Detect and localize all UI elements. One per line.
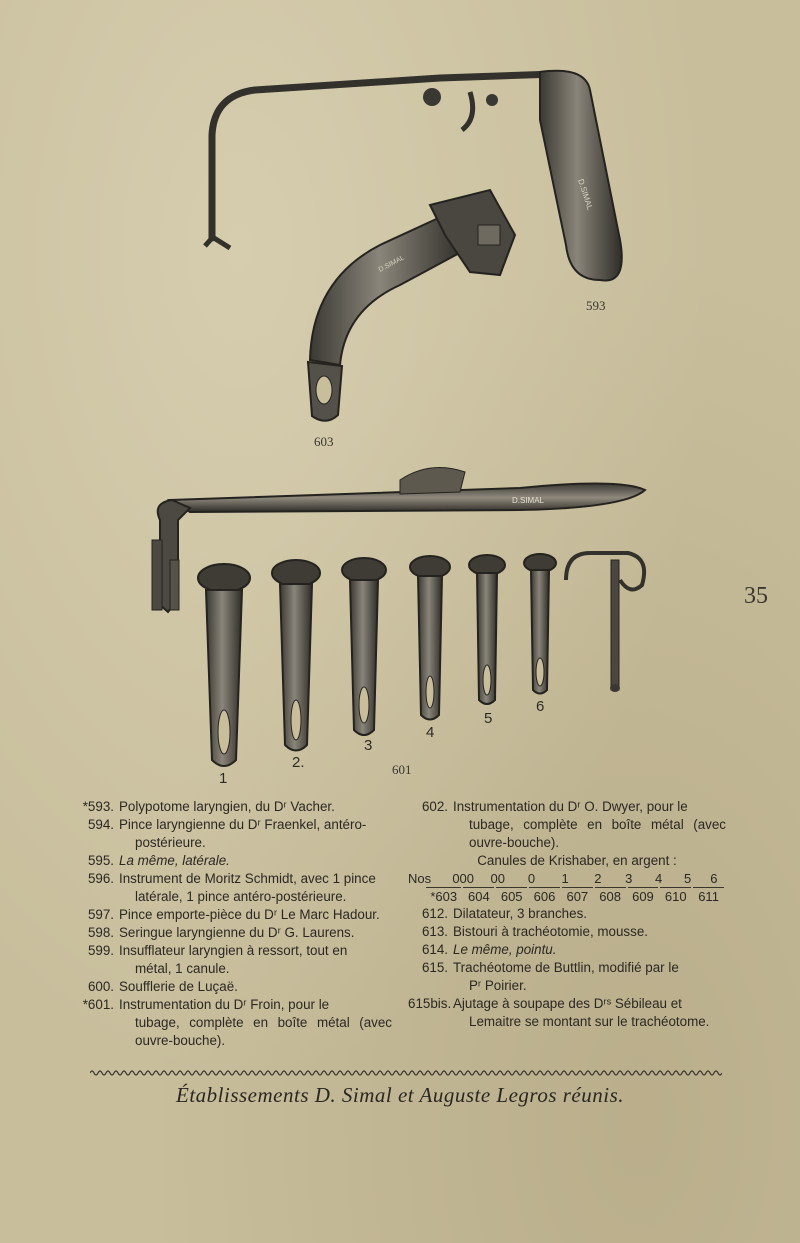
right-column	[408, 798, 726, 1031]
catalog-entry-615: 615. Trachéotome de Buttlin, modifié par le Pʳ Poirier.	[421, 960, 679, 993]
cannula-number-2: 2.	[292, 754, 305, 771]
brand-label-1: D.SIMAL	[576, 177, 595, 212]
obturator-pin	[566, 553, 644, 692]
catalog-entry-612: 612. Dilatateur, 3 branches.	[421, 906, 587, 921]
left-column	[74, 798, 392, 1050]
cannula-603	[308, 190, 515, 421]
catalog-entry-613: 613. Bistouri à trachéotomie, mousse.	[421, 924, 648, 939]
cannula-5	[469, 555, 505, 704]
krishaber-nos-label: Nos	[408, 871, 432, 886]
cannula-1	[198, 564, 250, 766]
cannula-6	[524, 554, 556, 694]
size-cell: 0	[527, 871, 536, 886]
catalog-entry-596: 596. Instrument de Moritz Schmidt, avec 1 pince latérale, 1 pince antéro-postérieure.	[87, 871, 376, 904]
cannula-number-3: 3	[364, 737, 373, 754]
ref-cell: 606	[529, 887, 560, 905]
size-cell: 3	[625, 871, 633, 886]
figure-label-593: 593	[586, 298, 606, 313]
size-cell: 5	[684, 871, 692, 886]
catalog-entry-593: *593. Polypotome laryngien, du Dʳ Vacher.	[82, 799, 335, 814]
cannula-3	[342, 558, 386, 735]
catalog-entry-599: 599. Insufflateur laryngien à ressort, tout en métal, 1 canule.	[87, 943, 348, 976]
krishaber-refs-row	[426, 887, 726, 905]
ref-cell: *603	[426, 887, 461, 905]
ref-cell: 607	[562, 887, 593, 905]
catalog-entry-595: 595. La même, latérale.	[87, 853, 230, 868]
catalog-entry-600: 600. Soufflerie de Luçaë.	[87, 979, 238, 994]
ref-cell: 611	[693, 887, 724, 905]
cannula-4	[410, 556, 450, 720]
ref-cell: 610	[660, 887, 691, 905]
catalog-entry-594: 594. Pince laryngienne du Dʳ Fraenkel, antéro- postérieure.	[87, 817, 367, 850]
catalog-entry-597: 597. Pince emporte-pièce du Dʳ Le Marc Hadour.	[87, 907, 380, 922]
catalog-entry-615bis: 615bis. Ajutage à soupape des Dʳˢ Sébileau et Lemaitre se montant sur le trachéotome.	[408, 996, 710, 1029]
footer-title: Établissements D. Simal et Auguste Legros réunis.	[176, 1083, 624, 1107]
wavy-divider	[90, 1068, 722, 1078]
size-cell: 2	[594, 871, 602, 886]
figure-label-603: 603	[314, 434, 334, 449]
cannula-2	[272, 560, 320, 751]
brand-label-2: D.SIMAL	[377, 254, 406, 274]
size-cell: 00	[490, 871, 506, 886]
catalog-entry-614: 614. Le même, pointu.	[421, 942, 557, 957]
krishaber-heading: Canules de Krishaber, en argent :	[477, 853, 677, 868]
size-cell: 4	[655, 871, 663, 886]
cannula-number-1: 1	[219, 770, 228, 787]
size-cell: 000	[452, 871, 475, 886]
cannula-number-4: 4	[426, 724, 435, 741]
cannula-number-5: 5	[484, 710, 493, 727]
catalog-entry-598: 598. Seringue laryngienne du Dʳ G. Laurens.	[87, 925, 355, 940]
ref-cell: 605	[496, 887, 527, 905]
ref-cell: 604	[463, 887, 494, 905]
page-number: 35	[744, 583, 768, 609]
brand-label-3: D.SIMAL	[512, 496, 545, 505]
catalog-entry-601: *601. Instrumentation du Dʳ Froin, pour le tubage, complète en boîte métal (avec ouvre-bouche).	[82, 997, 392, 1048]
size-cell: 1	[561, 871, 569, 886]
krishaber-sizes-row	[408, 870, 726, 887]
krishaber-cannulas	[198, 553, 644, 766]
size-cell: 6	[710, 871, 718, 886]
catalog-entry-602: 602. Instrumentation du Dʳ O. Dwyer, pour le tubage, complète en boîte métal (avec ouvre-bouche).	[421, 799, 726, 850]
ref-cell: 609	[628, 887, 659, 905]
ref-cell: 608	[595, 887, 626, 905]
figure-label-601: 601	[392, 762, 412, 777]
cannula-number-6: 6	[536, 698, 545, 715]
